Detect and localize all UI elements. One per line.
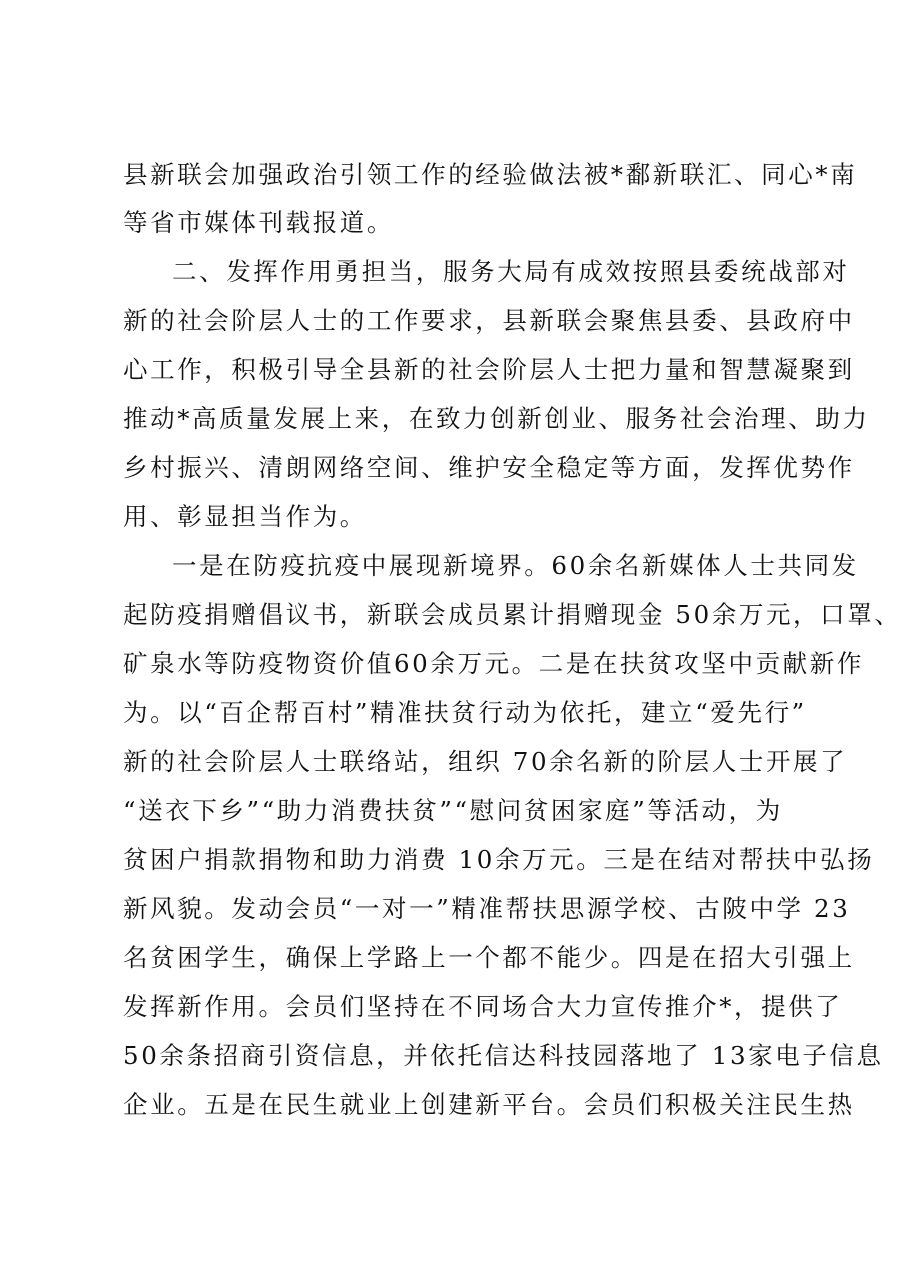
text-line: 50余条招商引资信息，并依托信达科技园落地了 13家电子信息 <box>123 1041 884 1070</box>
paragraph-start: 一是在防疫抗疫中展现新境界。60余名新媒体人士共同发 <box>172 551 859 580</box>
text-line: 新的社会阶层人士的工作要求，县新联会聚焦县委、县政府中 <box>123 306 855 335</box>
text-line: 新的社会阶层人士联络站，组织 70余名新的阶层人士开展了 <box>123 747 848 776</box>
text-line: 乡村振兴、清朗网络空间、维护安全稳定等方面，发挥优势作 <box>123 453 855 482</box>
text-line: 用、彰显担当作为。 <box>123 502 367 531</box>
text-line: 矿泉水等防疫物资价值60余万元。二是在扶贫攻坚中贡献新作 <box>123 649 864 678</box>
text-line: 县新联会加强政治引领工作的经验做法被*鄱新联汇、同心*南 <box>123 160 858 189</box>
text-line: 起防疫捐赠倡议书，新联会成员累计捐赠现金 50余万元，口罩、 <box>123 600 902 629</box>
text-line: 为。以“百企帮百村”精准扶贫行动为依托，建立“爱先行” <box>123 698 807 727</box>
text-line: “送衣下乡”“助力消费扶贫”“慰问贫困家庭”等活动，为 <box>123 796 783 825</box>
text-line: 心工作，积极引导全县新的社会阶层人士把力量和智慧凝聚到 <box>123 355 855 384</box>
text-line: 推动*高质量发展上来，在致力创新创业、服务社会治理、助力 <box>123 404 870 433</box>
text-line: 企业。五是在民生就业上创建新平台。会员们积极关注民生热 <box>123 1090 855 1119</box>
text-line: 等省市媒体刊载报道。 <box>123 208 394 237</box>
section-heading: 二、发挥作用勇担当，服务大局有成效按照县委统战部对 <box>172 257 850 286</box>
text-line: 贫困户捐款捐物和助力消费 10余万元。三是在结对帮扶中弘扬 <box>123 845 875 874</box>
text-line: 名贫困学生，确保上学路上一个都不能少。四是在招大引强上 <box>123 943 855 972</box>
text-line: 新风貌。发动会员“一对一”精准帮扶思源学校、古陂中学 23 <box>123 894 851 923</box>
text-line: 发挥新作用。会员们坚持在不同场合大力宣传推介*，提供了 <box>123 992 843 1021</box>
